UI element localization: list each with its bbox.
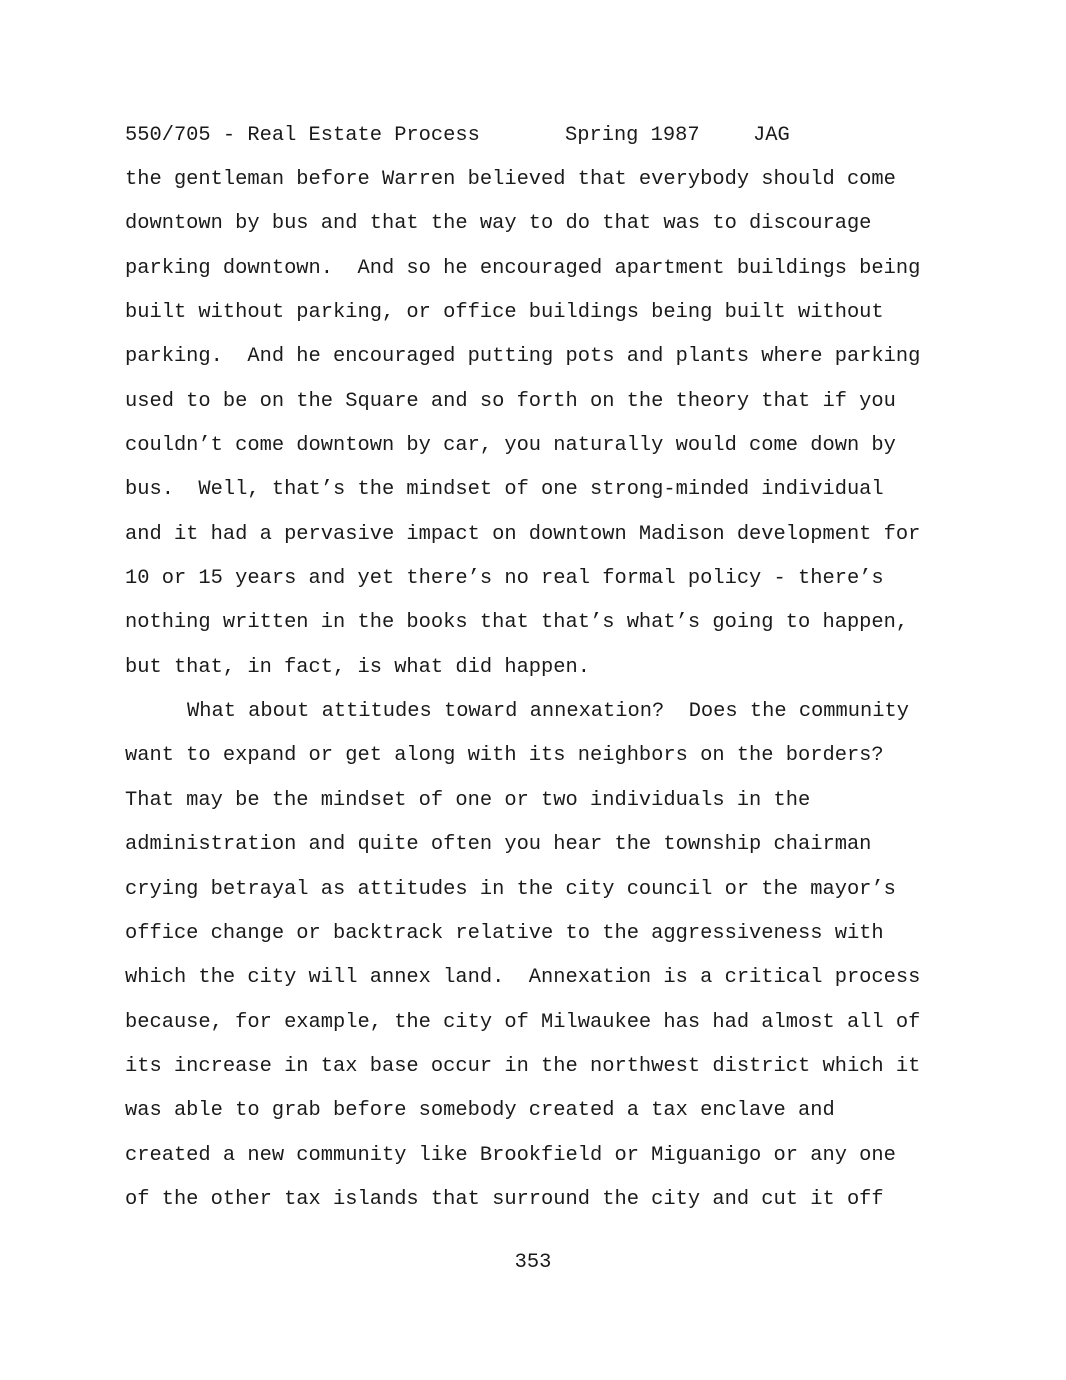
paragraph-start-line: What about attitudes toward annexation? Does the community <box>187 700 909 724</box>
text-line: built without parking, or office buildings being built without <box>125 301 884 325</box>
text-line: which the city will annex land. Annexation is a critical process <box>125 966 921 990</box>
text-line: used to be on the Square and so forth on the theory that if you <box>125 389 896 413</box>
text-line: of the other tax islands that surround the city and cut it off <box>125 1187 884 1211</box>
text-line: parking downtown. And so he encouraged apartment buildings being <box>125 256 921 280</box>
text-line: was able to grab before somebody created a tax enclave and <box>125 1099 835 1123</box>
course-title: 550/705 - Real Estate Process <box>125 124 480 147</box>
text-line: but that, in fact, is what did happen. <box>125 655 590 679</box>
text-line: created a new community like Brookfield or Miguanigo or any one <box>125 1143 896 1167</box>
text-line: want to expand or get along with its neighbors on the borders? <box>125 744 884 768</box>
term-label: Spring 1987 <box>565 124 700 147</box>
text-line: and it had a pervasive impact on downtown Madison development for <box>125 522 921 546</box>
text-line: That may be the mindset of one or two individuals in the <box>125 788 811 812</box>
text-line: couldn’t come downtown by car, you naturally would come down by <box>125 434 896 458</box>
text-line: its increase in tax base occur in the northwest district which it <box>125 1054 921 1078</box>
text-line: the gentleman before Warren believed that everybody should come <box>125 168 896 191</box>
text-line: parking. And he encouraged putting pots and plants where parking <box>125 345 921 369</box>
author-initials: JAG <box>753 124 790 147</box>
text-line: downtown by bus and that the way to do that was to discourage <box>125 212 872 236</box>
text-line: because, for example, the city of Milwaukee has had almost all of <box>125 1010 921 1034</box>
text-line: 10 or 15 years and yet there’s no real formal policy - there’s <box>125 567 884 591</box>
text-line: bus. Well, that’s the mindset of one strong-minded individual <box>125 478 884 502</box>
body-text <box>125 168 965 1232</box>
text-line: nothing written in the books that that’s what’s going to happen, <box>125 611 909 635</box>
text-line: office change or backtrack relative to the aggressiveness with <box>125 921 884 945</box>
page-header <box>125 124 790 148</box>
text-line: crying betrayal as attitudes in the city council or the mayor’s <box>125 877 896 901</box>
text-line: administration and quite often you hear the township chairman <box>125 833 872 857</box>
page-number: 353 <box>514 1251 552 1274</box>
